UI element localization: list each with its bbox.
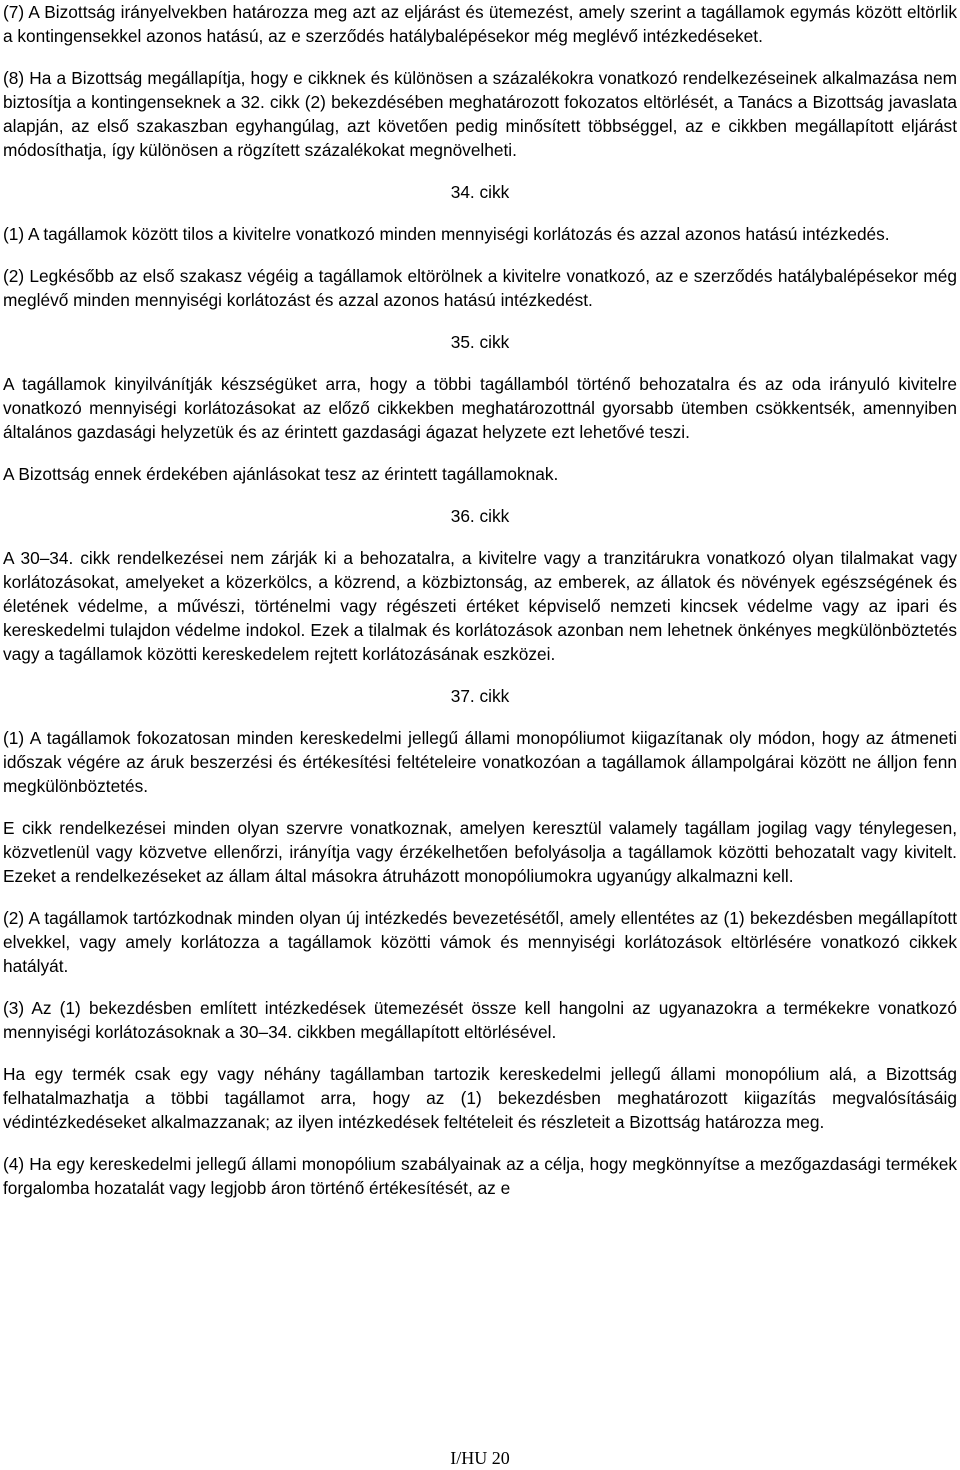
article-heading-35: 35. cikk <box>450 332 510 352</box>
article-heading-36: 36. cikk <box>450 506 510 526</box>
paragraph-37-3b: Ha egy termék csak egy vagy néhány tagállamban tartozik kereskedelmi jellegű állami monopólium alá, a Bizottság felhatalmazhatja a többi tagállamot arra, hogy az (1) bekezdésben meghatározott kiigazítás megvalósításáig védintézkedéseket alkalmazzanak; az ilyen intézkedések feltételeit és részleteit a Bizottság határozza meg. <box>3 1064 957 1132</box>
paragraph-34-1: (1) A tagállamok között tilos a kivitelre vonatkozó minden mennyiségi korlátozás és azzal azonos hatású intézkedés. <box>3 224 890 244</box>
paragraph-8: (8) Ha a Bizottság megállapítja, hogy e cikknek és különösen a százalékokra vonatkozó rendelkezéseinek alkalmazása nem biztosítja a kontingenseknek a 32. cikk (2) bekezdésében meghatározott fokozatos eltörlését, a Tanács a Bizottság javaslata alapján, az első szakaszban egyhangúlag, azt követően pedig minősített többséggel, az e cikkben megállapított eljárást módosíthatja, így különösen a rögzített százalékokat megnövelheti. <box>3 68 957 160</box>
paragraph-34-2: (2) Legkésőbb az első szakasz végéig a tagállamok eltörölnek a kivitelre vonatkozó, az e szerződés hatálybalépésekor még meglévő minden mennyiségi korlátozást és azzal azonos hatású intézkedést. <box>3 266 957 310</box>
paragraph-7: (7) A Bizottság irányelvekben határozza meg azt az eljárást és ütemezést, amely szerint a tagállamok egymás között eltörlik a kontingensekkel azonos hatású, az e szerződés hatálybalépésekor még meglévő intézkedéseket. <box>3 2 957 46</box>
paragraph-37-1b: E cikk rendelkezései minden olyan szervre vonatkoznak, amelyen keresztül valamely tagállam jogilag vagy ténylegesen, közvetlenül vagy közvetve ellenőrzi, irányítja vagy érzékelhetően befolyásolja a tagállamok közötti behozatalt vagy kivitelt. Ezeket a rendelkezéseket az állam által másokra átruházott monopóliumokra ugyanúgy alkalmazni kell. <box>3 818 957 886</box>
page-footer: I/HU 20 <box>450 1448 510 1468</box>
paragraph-37-3: (3) Az (1) bekezdésben említett intézkedések ütemezését össze kell hangolni az ugyanazokra a termékekre vonatkozó mennyiségi korlátozásoknak a 30–34. cikkben megállapított eltörlésével. <box>3 998 957 1042</box>
paragraph-36: A 30–34. cikk rendelkezései nem zárják ki a behozatalra, a kivitelre vagy a tranzitárukra vonatkozó olyan tilalmakat vagy korlátozásokat, amelyeket a közerkölcs, a közrend, a közbiztonság, az emberek, az állatok és növények egészségének és életének védelme, a művészi, történelmi vagy régészeti értéket képviselő nemzeti kincsek védelme vagy az ipari és kereskedelmi tulajdon védelme indokol. Ezek a tilalmak és korlátozások azonban nem lehetnek önkényes megkülönböztetés vagy a tagállamok közötti kereskedelem rejtett korlátozásának eszközei. <box>3 548 957 664</box>
article-heading-37: 37. cikk <box>450 686 510 706</box>
paragraph-35-2: A Bizottság ennek érdekében ajánlásokat tesz az érintett tagállamoknak. <box>3 464 559 484</box>
document-page <box>3 0 957 1200</box>
paragraph-37-4: (4) Ha egy kereskedelmi jellegű állami monopólium szabályainak az a célja, hogy megkönnyítse a mezőgazdasági termékek forgalomba hozatalát vagy legjobb áron történő értékesítését, az e <box>3 1154 957 1198</box>
paragraph-37-2: (2) A tagállamok tartózkodnak minden olyan új intézkedés bevezetésétől, amely ellentétes az (1) bekezdésben megállapított elvekkel, vagy amely korlátozza a tagállamok közötti vámok és mennyiségi korlátozások eltörlésére vonatkozó cikkek hatályát. <box>3 908 957 976</box>
paragraph-35-1: A tagállamok kinyilvánítják készségüket arra, hogy a többi tagállamból történő behozatalra és az oda irányuló kivitelre vonatkozó mennyiségi korlátozásokat az előző cikkekben meghatározottnál gyorsabb ütemben csökkentsék, amennyiben általános gazdasági helyzetük és az érintett gazdasági ágazat helyzete ezt lehetővé teszi. <box>3 374 957 442</box>
article-heading-34: 34. cikk <box>450 182 510 202</box>
paragraph-37-1: (1) A tagállamok fokozatosan minden kereskedelmi jellegű állami monopóliumot kiigazítanak oly módon, hogy az átmeneti időszak végére az áruk beszerzési és értékesítési feltételeire vonatkozóan a tagállamok állampolgárai között ne álljon fenn megkülönböztetés. <box>3 728 957 796</box>
